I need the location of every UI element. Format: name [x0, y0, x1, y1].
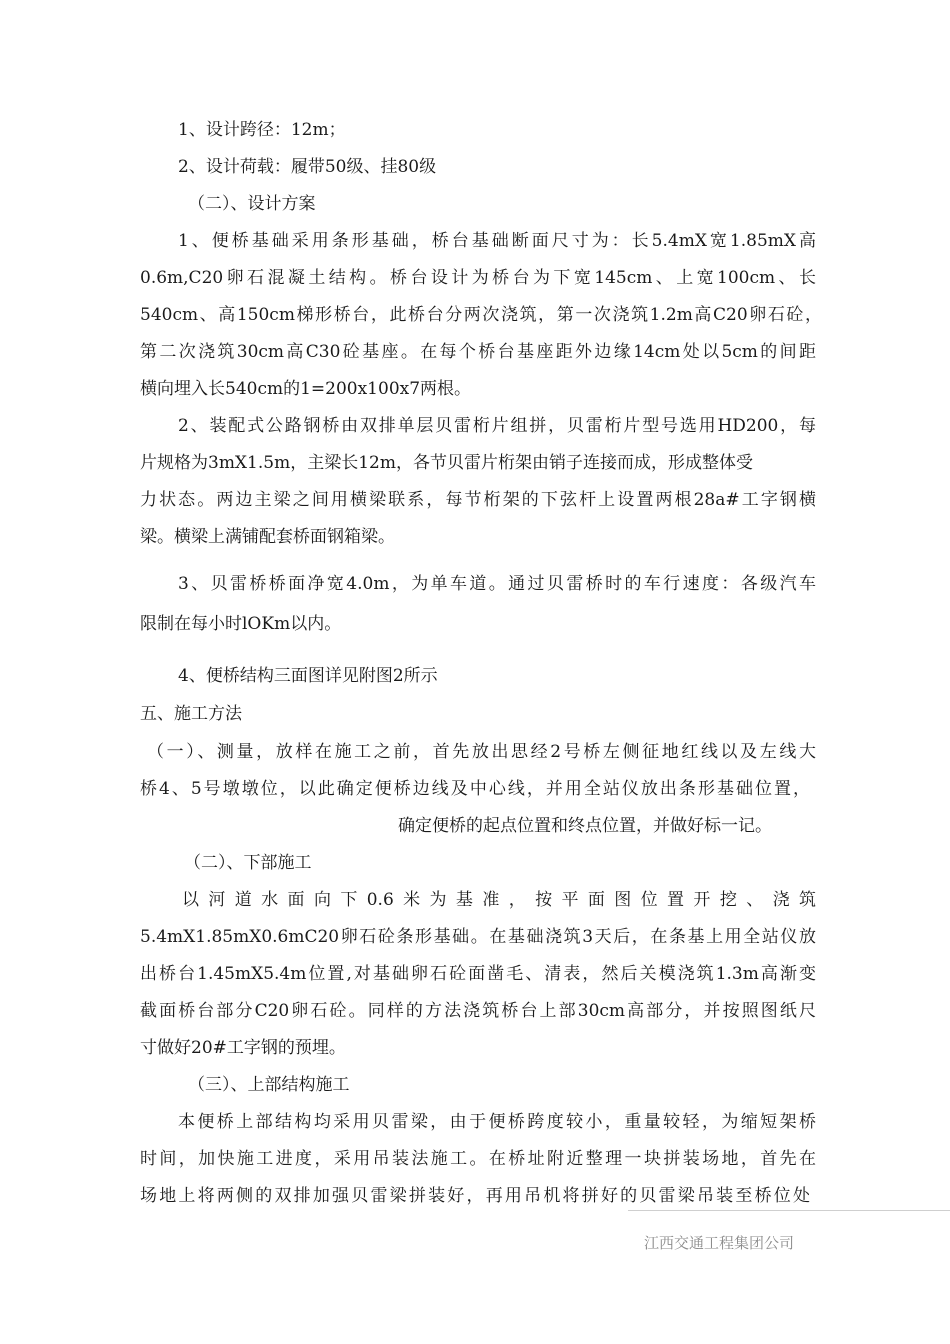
text-line: （一）、测量，放样在施工之前，首先放出思经2号桥左侧征地红线以及左线大 [147, 742, 816, 762]
text-line: 桥4、5号墩墩位，以此确定便桥边线及中心线，并用全站仪放出条形基础位置， [140, 779, 810, 799]
text-line: 限制在每小时lOKm以内。 [140, 614, 342, 634]
text-line: 梁。横梁上满铺配套桥面钢箱梁。 [140, 527, 395, 547]
text-line: 截面桥台部分C20卵石砼。同样的方法浇筑桥台上部30cm高部分，并按照图纸尺 [140, 1001, 816, 1021]
section-heading: （三）、上部结构施工 [188, 1075, 350, 1095]
text-line: 力状态。两边主梁之间用横梁联系，每节桁架的下弦杆上设置两根28a#工字钢横 [140, 490, 816, 510]
text-line: 第二次浇筑30cm高C30砼基座。在每个桥台基座距外边缘14cm处以5cm的间距 [140, 342, 816, 362]
text-line: 本便桥上部结构均采用贝雷梁，由于便桥跨度较小，重量较轻，为缩短架桥 [178, 1112, 816, 1132]
text-line: 以河道水面向下0.6米为基准，按平面图位置开挖、浇筑 [182, 890, 816, 910]
text-line: 5.4mX1.85mX0.6mC20卵石砼条形基础。在基础浇筑3天后，在条基上用全站仪放 [140, 927, 816, 947]
text-line: 540cm、高150cm梯形桥台，此桥台分两次浇筑，第一次浇筑1.2m高C20卵石砼， [140, 305, 822, 325]
text-line: 2、设计荷载：履带50级、挂80级 [178, 157, 437, 177]
text-line: 时间，加快施工进度，采用吊装法施工。在桥址附近整理一块拼装场地，首先在 [140, 1149, 816, 1169]
text-line: 确定便桥的起点位置和终点位置，并做好标一记。 [398, 816, 772, 836]
text-line: 1、便桥基础采用条形基础，桥台基础断面尺寸为：长5.4mX宽1.85mX高 [178, 231, 816, 251]
text-line: 2、装配式公路钢桥由双排单层贝雷桁片组拼，贝雷桁片型号选用HD200，每 [178, 416, 816, 436]
section-heading: 五、施工方法 [140, 704, 242, 724]
text-line: 4、便桥结构三面图详见附图2所示 [178, 666, 438, 686]
footer-company-name: 江西交通工程集团公司 [644, 1234, 795, 1252]
section-heading: （二）、下部施工 [184, 853, 312, 873]
text-line: 场地上将两侧的双排加强贝雷梁拼装好，再用吊机将拼好的贝雷梁吊装至桥位处 [140, 1186, 810, 1206]
footer-divider [628, 1210, 950, 1211]
text-line: 1、设计跨径：12m； [178, 120, 346, 140]
text-line: 3、贝雷桥桥面净宽4.0m，为单车道。通过贝雷桥时的车行速度：各级汽车 [178, 574, 816, 594]
text-line: 横向埋入长540cm的1=200x100x7两根。 [140, 379, 472, 399]
text-line: 0.6m,C20卵石混凝土结构。桥台设计为桥台为下宽145cm、上宽100cm、长 [140, 268, 816, 288]
text-line: 片规格为3mX1.5m，主梁长12m，各节贝雷片桁架由销子连接而成，形成整体受 [140, 453, 753, 473]
text-line: 出桥台1.45mX5.4m位置,对基础卵石砼面凿毛、清表，然后关模浇筑1.3m高渐变 [140, 964, 816, 984]
text-line: 寸做好20#工字钢的预埋。 [140, 1038, 346, 1058]
section-heading: （二）、设计方案 [188, 194, 316, 214]
